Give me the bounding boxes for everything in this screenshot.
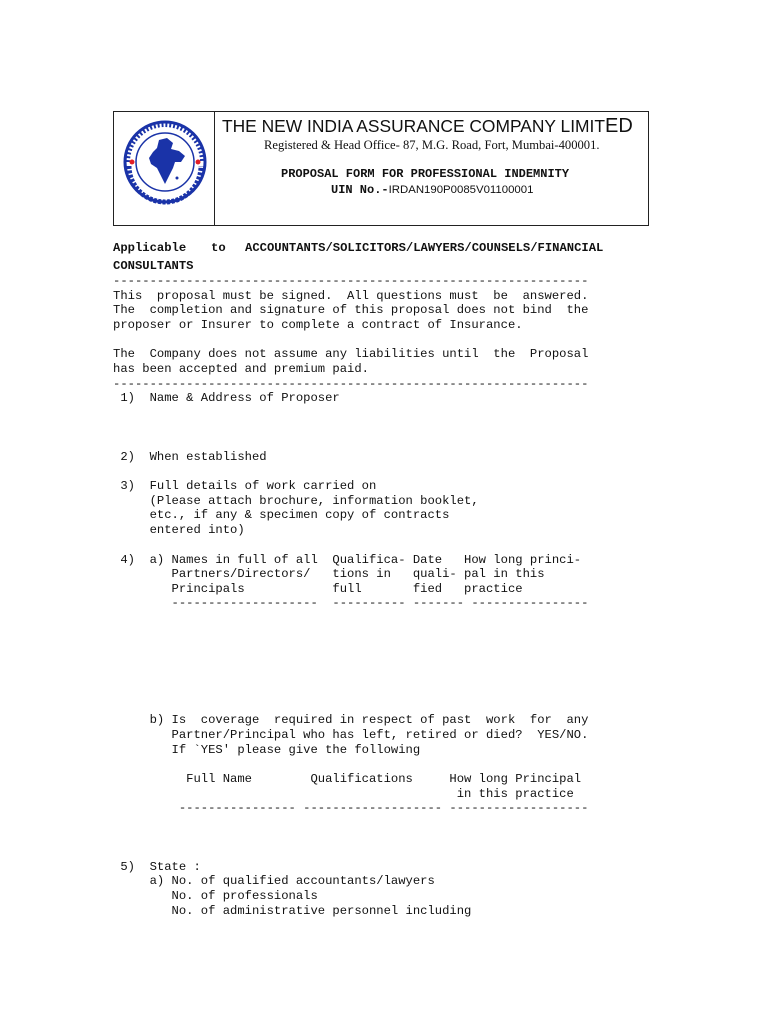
uin-row [331, 183, 533, 197]
question-4a-line-3: Principals full fied practice [113, 582, 523, 596]
company-name: THE NEW INDIA ASSURANCE COMPANY LIMITED [222, 115, 633, 137]
question-5-line-4: No. of administrative personnel including [113, 904, 472, 918]
question-1: 1) Name & Address of Proposer [113, 391, 340, 405]
question-5-line-3: No. of professionals [113, 889, 318, 903]
intro-line-5: has been accepted and premium paid. [113, 362, 369, 376]
intro-line-3: proposer or Insurer to complete a contract of Insurance. [113, 318, 523, 332]
question-4a-line-2: Partners/Directors/ tions in quali- pal in this [113, 567, 545, 581]
intro-line-1: This proposal must be signed. All questions must be answered. [113, 289, 589, 303]
uin-label: UIN No.- [331, 183, 389, 197]
separator-bottom: ----------------------------------------------------------------- [113, 377, 589, 391]
header-box [113, 111, 649, 226]
question-3-line-2: (Please attach brochure, information booklet, [113, 494, 479, 508]
question-4b-line-3: If `YES' please give the following [113, 743, 421, 757]
question-5-line-1: 5) State : [113, 860, 201, 874]
question-3-line-4: entered into) [113, 523, 245, 537]
question-4b-rule: ---------------- ------------------- ------------------- [113, 801, 589, 815]
uin-value: IRDAN190P0085V01100001 [388, 184, 534, 196]
question-3-line-1: 3) Full details of work carried on [113, 479, 377, 493]
question-4b-line-1: b) Is coverage required in respect of past work for any [113, 713, 589, 727]
company-address: Registered & Head Office- 87, M.G. Road, Fort, Mumbai-400001. [264, 138, 600, 152]
applicable-professions: ACCOUNTANTS/SOLICITORS/LAWYERS/COUNSELS/FINANCIAL [245, 241, 604, 255]
question-2: 2) When established [113, 450, 267, 464]
applicable-line-2: CONSULTANTS [113, 259, 194, 273]
separator-top: ----------------------------------------------------------------- [113, 274, 589, 288]
question-4a-line-1: 4) a) Names in full of all Qualifica- Date How long princi- [113, 553, 582, 567]
question-4b-columns-2: in this practice [113, 787, 574, 801]
applicable-word: Applicable [113, 241, 187, 255]
intro-line-4: The Company does not assume any liabilities until the Proposal [113, 347, 589, 361]
company-logo [119, 116, 211, 208]
question-3-line-3: etc., if any & specimen copy of contracts [113, 508, 450, 522]
question-5-line-2: a) No. of qualified accountants/lawyers [113, 874, 435, 888]
question-4a-rule: -------------------- ---------- ------- ---------------- [113, 596, 589, 610]
logo-cell [114, 112, 215, 225]
question-4b-columns: Full Name Qualifications How long Principal [113, 772, 582, 786]
intro-line-2: The completion and signature of this proposal does not bind the [113, 303, 589, 317]
applicable-to: to [211, 241, 226, 255]
question-4b-line-2: Partner/Principal who has left, retired or died? YES/NO. [113, 728, 589, 742]
form-title: PROPOSAL FORM FOR PROFESSIONAL INDEMNITY [281, 167, 570, 181]
